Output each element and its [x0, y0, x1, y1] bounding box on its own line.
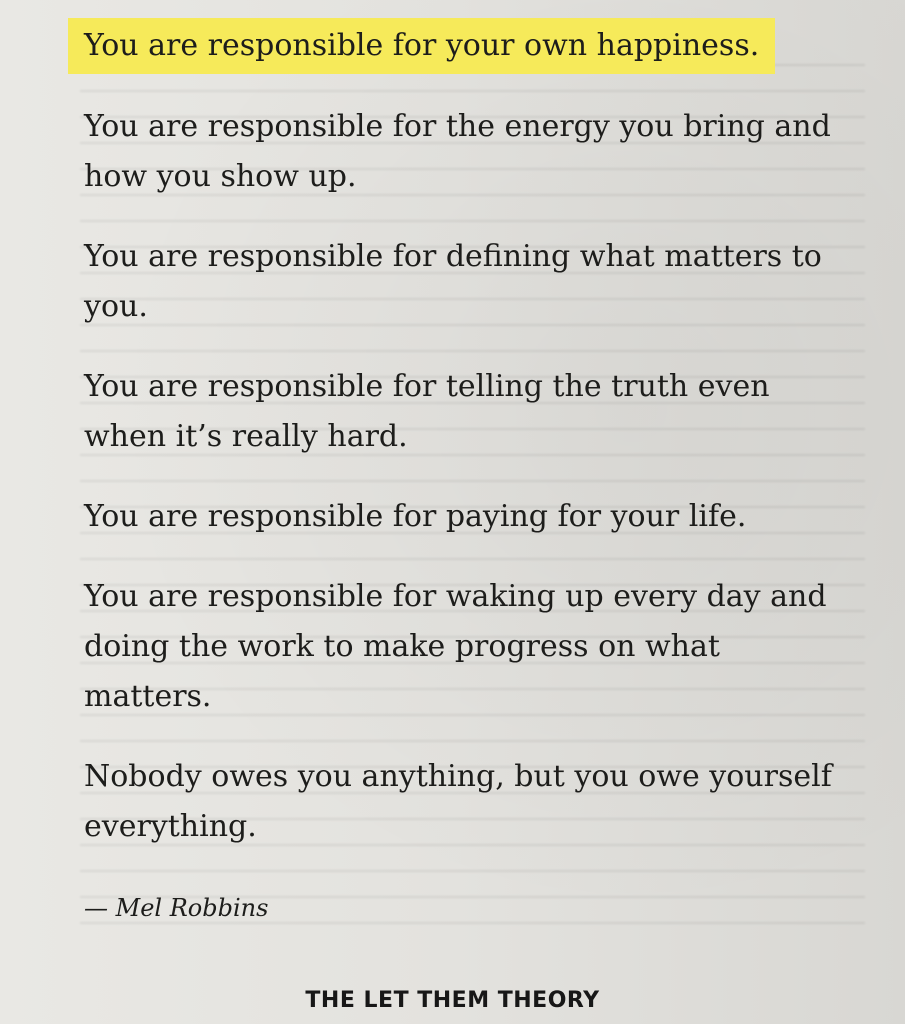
paragraph-truth: You are responsible for telling the truth even when it’s really hard. — [84, 369, 770, 454]
paragraph-nobody: Nobody owes you anything, but you owe yourself everything. — [84, 759, 832, 844]
book-title-footer: THE LET THEM THEORY — [305, 988, 600, 1013]
paragraph-waking: You are responsible for waking up every day and doing the work to make progress on what matters. — [84, 579, 827, 714]
paragraph-energy: You are responsible for the energy you bring and how you show up. — [84, 109, 831, 194]
paragraph-paying: You are responsible for paying for your life. — [84, 499, 747, 534]
quote-block — [84, 18, 844, 924]
paragraph-defining: You are responsible for defining what matters to you. — [84, 239, 822, 324]
attribution: — Mel Robbins — [84, 894, 269, 922]
highlighted-line: You are responsible for your own happiness. — [68, 18, 775, 74]
